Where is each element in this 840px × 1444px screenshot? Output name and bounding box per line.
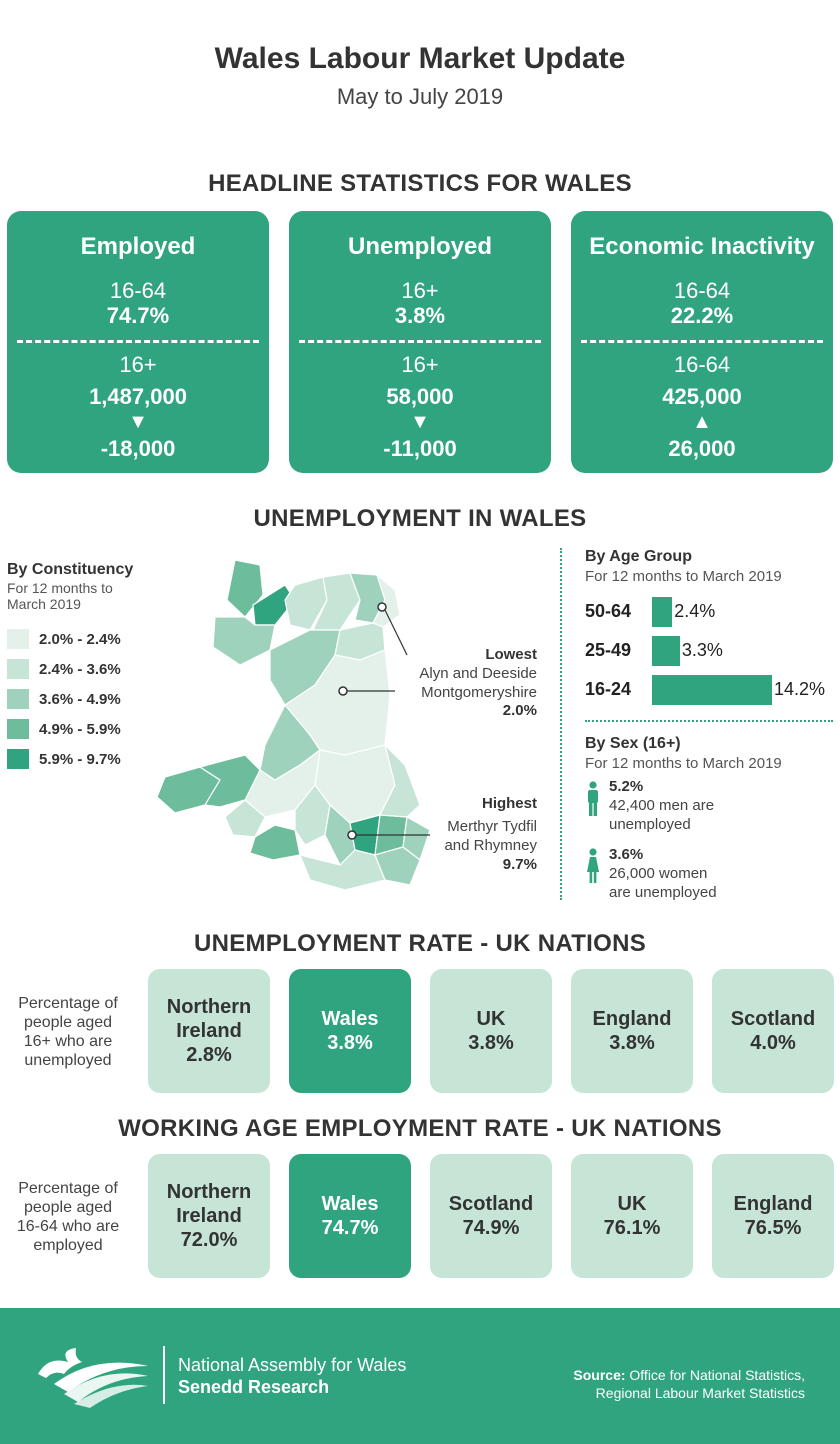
nation-card-wales: Wales 3.8% [289,969,411,1093]
divider [585,720,833,722]
source-line-2: Regional Labour Market Statistics [595,1385,805,1401]
senedd-logo-icon [34,1344,152,1408]
age-group-note: For 12 months to March 2019 [585,568,782,585]
card-divider [581,340,823,343]
card-rate: 22.2% [670,303,734,328]
age-label: 50-64 [585,601,632,621]
legend-item [7,654,121,684]
sex-title: By Sex (16+) [585,735,681,752]
card-change: 26,000 [668,436,736,461]
woman-icon [586,848,600,884]
page-subtitle: May to July 2019 [336,84,504,109]
sex-note: For 12 months to March 2019 [585,755,782,772]
up-arrow-icon: ▲ [692,411,712,433]
inactivity-card [571,211,833,473]
legend-label: 2.4% - 3.6% [39,660,121,678]
down-arrow-icon: ▼ [410,411,430,433]
age-bar [652,636,680,666]
card-divider [17,340,259,343]
age-value: 3.3% [681,640,723,660]
legend-swatch [7,719,29,739]
card-age-group-2: 16-64 [673,352,731,377]
legend-swatch [7,749,29,769]
org-name: National Assembly for Wales [178,1355,407,1375]
lowest-label: Lowest [485,646,537,663]
source-label: Source: [573,1367,626,1383]
card-divider [299,340,541,343]
footer [0,1308,840,1444]
legend-item [7,744,121,774]
age-bar-chart [585,592,835,709]
headline-heading: HEADLINE STATISTICS FOR WALES [208,170,632,197]
highest-label: Highest [481,795,537,812]
unemployment-heading: UNEMPLOYMENT IN WALES [253,505,587,532]
legend-label: 2.0% - 2.4% [39,630,121,648]
age-label: 25-49 [585,640,632,660]
legend-item [7,684,121,714]
highest-value: 9.7% [502,856,537,873]
card-title: Unemployed [347,233,493,260]
card-rate: 74.7% [106,303,170,328]
lowest-areas: Alyn and Deeside Montgomeryshire [419,665,537,701]
nation-card-northern-ireland: Northern Ireland 2.8% [148,969,270,1093]
card-age-group: 16+ [401,278,439,303]
age-bar [652,675,772,705]
card-change: -18,000 [100,436,176,461]
nation-card-wales: Wales 74.7% [289,1154,411,1278]
card-count: 1,487,000 [89,384,187,409]
uk-employment-heading: WORKING AGE EMPLOYMENT RATE - UK NATIONS [118,1115,722,1142]
women-rate: 3.6% [609,846,644,863]
page-title: Wales Labour Market Update [214,42,626,75]
card-title: Economic Inactivity [589,233,815,260]
lowest-value: 2.0% [502,702,537,719]
source [500,1366,805,1402]
nation-card-england: England 3.8% [571,969,693,1093]
nation-card-scotland: Scotland 4.0% [712,969,834,1093]
women-text: 26,000 women are unemployed [609,865,717,901]
legend-swatch [7,689,29,709]
constituency-title: By Constituency [7,561,134,578]
employed-card [7,211,269,473]
card-age-group-2: 16+ [401,352,439,377]
source-line-1: Office for National Statistics, [629,1367,805,1383]
age-value: 14.2% [774,679,826,699]
legend-item [7,714,121,744]
uk-unemployment-heading: UNEMPLOYMENT RATE - UK NATIONS [193,930,647,957]
age-bar [652,597,672,627]
card-rate: 3.8% [394,303,446,328]
card-count: 425,000 [662,384,742,409]
legend-item [7,624,121,654]
card-change: -11,000 [383,436,457,461]
org-unit: Senedd Research [178,1377,330,1397]
uk-unemployment-description: Percentage of people aged 16+ who are unemployed [18,995,118,1069]
nation-card-uk: UK 76.1% [571,1154,693,1278]
divider [560,548,562,900]
legend-label: 5.9% - 9.7% [39,750,121,768]
down-arrow-icon: ▼ [128,411,148,433]
age-bar-row [585,670,835,709]
legend-swatch [7,629,29,649]
nation-card-england: England 76.5% [712,1154,834,1278]
age-group-title: By Age Group [585,548,692,565]
men-rate: 5.2% [609,778,644,795]
nation-card-uk: UK 3.8% [430,969,552,1093]
legend-swatch [7,659,29,679]
footer-divider [163,1346,165,1404]
uk-employment-description: Percentage of people aged 16-64 who are employed [16,1180,120,1254]
age-bar-row [585,631,835,670]
man-icon [586,781,600,817]
age-label: 16-24 [585,679,632,699]
card-title: Employed [80,233,196,260]
unemployed-card [289,211,551,473]
legend-label: 4.9% - 5.9% [39,720,121,738]
age-bar-row [585,592,835,631]
highest-areas: Merthyr Tydfil and Rhymney [444,818,537,854]
card-age-group-2: 16+ [119,352,157,377]
card-count: 58,000 [386,384,454,409]
card-age-group: 16-64 [673,278,731,303]
age-value: 2.4% [674,601,716,621]
map-legend [7,624,121,774]
legend-label: 3.6% - 4.9% [39,690,121,708]
nation-card-scotland: Scotland 74.9% [430,1154,552,1278]
card-age-group: 16-64 [109,278,167,303]
nation-card-northern-ireland: Northern Ireland 72.0% [148,1154,270,1278]
constituency-note: For 12 months to March 2019 [7,580,113,612]
men-text: 42,400 men are unemployed [609,797,715,833]
